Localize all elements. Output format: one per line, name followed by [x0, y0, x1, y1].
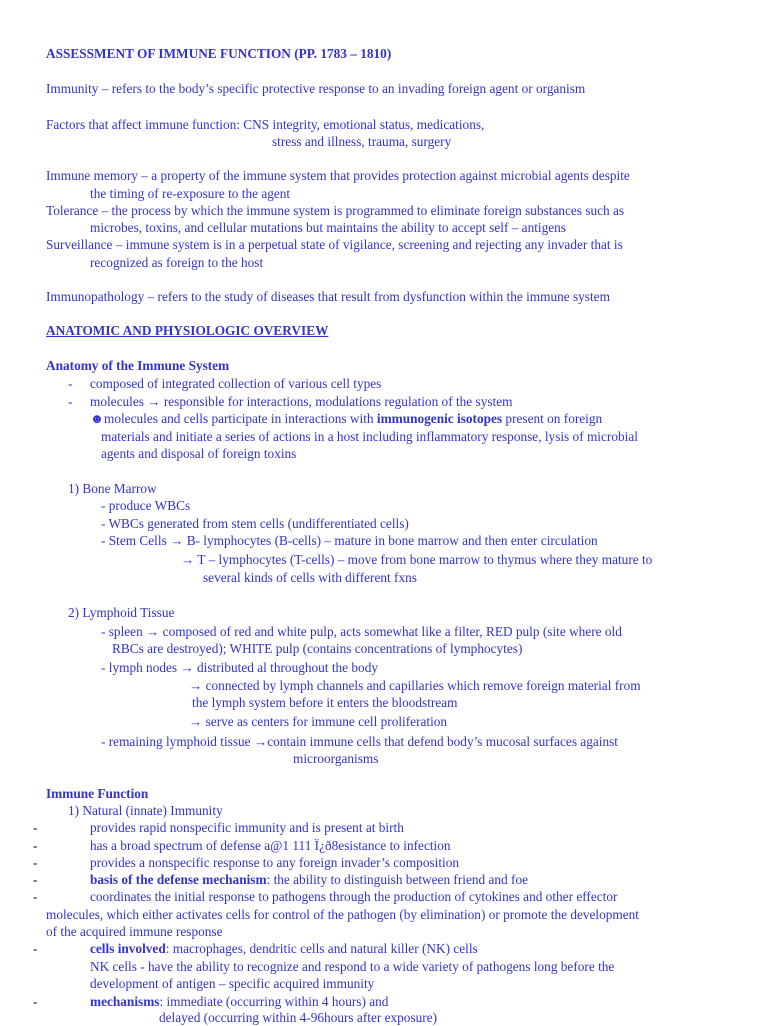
innate-item-3: provides a nonspecific response to any foreign invader’s composition	[90, 855, 460, 870]
innate-dash-7: -	[33, 994, 38, 1009]
lymphoid-heading: 2) Lymphoid Tissue	[68, 605, 175, 620]
bone-marrow-heading: 1) Bone Marrow	[68, 481, 157, 496]
innate-item-1: provides rapid nonspecific immunity and is present at birth	[90, 820, 404, 835]
anatomy-item-1: composed of integrated collection of various cell types	[90, 376, 382, 391]
immune-function-heading: Immune Function	[46, 786, 149, 801]
anatomy-bullet-line-2: materials and initiate a series of actions in a host including inflammatory response, lysis of microbial	[101, 429, 638, 444]
section-heading-anatomic-overview: ANATOMIC AND PHYSIOLOGIC OVERVIEW	[46, 323, 329, 338]
anatomy-bullet-line-1: ☻molecules and cells participate in interactions with immunogenic isotopes present on foreign	[90, 411, 603, 426]
innate-dash-3: -	[33, 855, 38, 870]
immunity-definition: Immunity – refers to the body’s specific protective response to an invading foreign agent or organism	[46, 81, 586, 96]
innate-item-6: cells involved: macrophages, dendritic cells and natural killer (NK) cells	[90, 941, 478, 956]
immune-memory-line-2: the timing of re-exposure to the agent	[90, 186, 291, 201]
remaining-lymphoid-line-2: microorganisms	[293, 751, 379, 766]
bone-marrow-item-2: - WBCs generated from stem cells (undifferentiated cells)	[101, 516, 409, 531]
tolerance-line-1: Tolerance – the process by which the immune system is programmed to eliminate foreign substances such as	[46, 203, 625, 218]
anatomy-dash-1: -	[68, 376, 73, 391]
surveillance-line-2: recognized as foreign to the host	[90, 255, 264, 270]
factors-line-1: Factors that affect immune function: CNS integrity, emotional status, medications,	[46, 117, 485, 132]
innate-item-5-line-3: of the acquired immune response	[46, 924, 223, 939]
innate-dash-5: -	[33, 889, 38, 904]
innate-dash-6: -	[33, 941, 38, 956]
innate-dash-2: -	[33, 838, 38, 853]
innate-item-4: basis of the defense mechanism: the ability to distinguish between friend and foe	[90, 872, 529, 887]
smiley-bullet-icon: ☻	[90, 411, 104, 426]
lymph-nodes-line-1: - lymph nodes → distributed al throughout the body	[101, 660, 378, 675]
innate-dash-4: -	[33, 872, 38, 887]
anatomy-item-2: molecules → responsible for interactions, modulations regulation of the system	[90, 394, 513, 409]
tolerance-line-2: microbes, toxins, and cellular mutations but maintains the ability to accept self – antigens	[90, 220, 566, 235]
bone-marrow-item-4b: several kinds of cells with different fxns	[203, 570, 417, 585]
anatomy-dash-2: -	[68, 394, 73, 409]
innate-item-5: coordinates the initial response to pathogens through the production of cytokines and other effector	[90, 889, 618, 904]
innate-item-5-line-2: molecules, which either activates cells for control of the pathogen (by elimination) or promote the development	[46, 907, 639, 922]
document-title: ASSESSMENT OF IMMUNE FUNCTION (PP. 1783 – 1810)	[46, 46, 392, 61]
spleen-line-1: - spleen → composed of red and white pulp, acts somewhat like a filter, RED pulp (site where old	[101, 624, 622, 639]
factors-line-2: stress and illness, trauma, surgery	[272, 134, 452, 149]
immune-memory-line-1: Immune memory – a property of the immune system that provides protection against microbial agents despite	[46, 168, 630, 183]
innate-item-7: mechanisms: immediate (occurring within 4 hours) and	[90, 994, 389, 1009]
lymph-nodes-line-3: the lymph system before it enters the bloodstream	[192, 695, 458, 710]
innate-item-2: has a broad spectrum of defense a@1 111 Ï¿ð8esistance to infection	[90, 838, 451, 853]
anatomy-heading: Anatomy of the Immune System	[46, 358, 230, 373]
lymph-nodes-line-2: → connected by lymph channels and capillaries which remove foreign material from	[189, 678, 641, 693]
lymph-nodes-line-4: → serve as centers for immune cell proliferation	[189, 714, 448, 729]
innate-item-7-line-2: delayed (occurring within 4-96hours after exposure)	[159, 1010, 438, 1025]
bone-marrow-item-3: - Stem Cells → B- lymphocytes (B-cells) – mature in bone marrow and then enter circulation	[101, 533, 598, 548]
natural-immunity-heading: 1) Natural (innate) Immunity	[68, 803, 223, 818]
anatomy-bullet-line-3: agents and disposal of foreign toxins	[101, 446, 297, 461]
innate-dash-1: -	[33, 820, 38, 835]
remaining-lymphoid-line-1: - remaining lymphoid tissue →contain immune cells that defend body’s mucosal surfaces against	[101, 734, 618, 749]
bone-marrow-item-1: - produce WBCs	[101, 498, 191, 513]
spleen-line-2: RBCs are destroyed); WHITE pulp (contains concentrations of lymphocytes)	[112, 641, 523, 656]
innate-item-6-line-3: development of antigen – specific acquired immunity	[90, 976, 375, 991]
surveillance-line-1: Surveillance – immune system is in a perpetual state of vigilance, screening and rejecting any invader that is	[46, 237, 623, 252]
bone-marrow-item-4: → T – lymphocytes (T-cells) – move from bone marrow to thymus where they mature to	[181, 552, 653, 567]
immunopathology-definition: Immunopathology – refers to the study of diseases that result from dysfunction within the immune system	[46, 289, 610, 304]
innate-item-6-line-2: NK cells - have the ability to recognize and respond to a wide variety of pathogens long before the	[90, 959, 615, 974]
